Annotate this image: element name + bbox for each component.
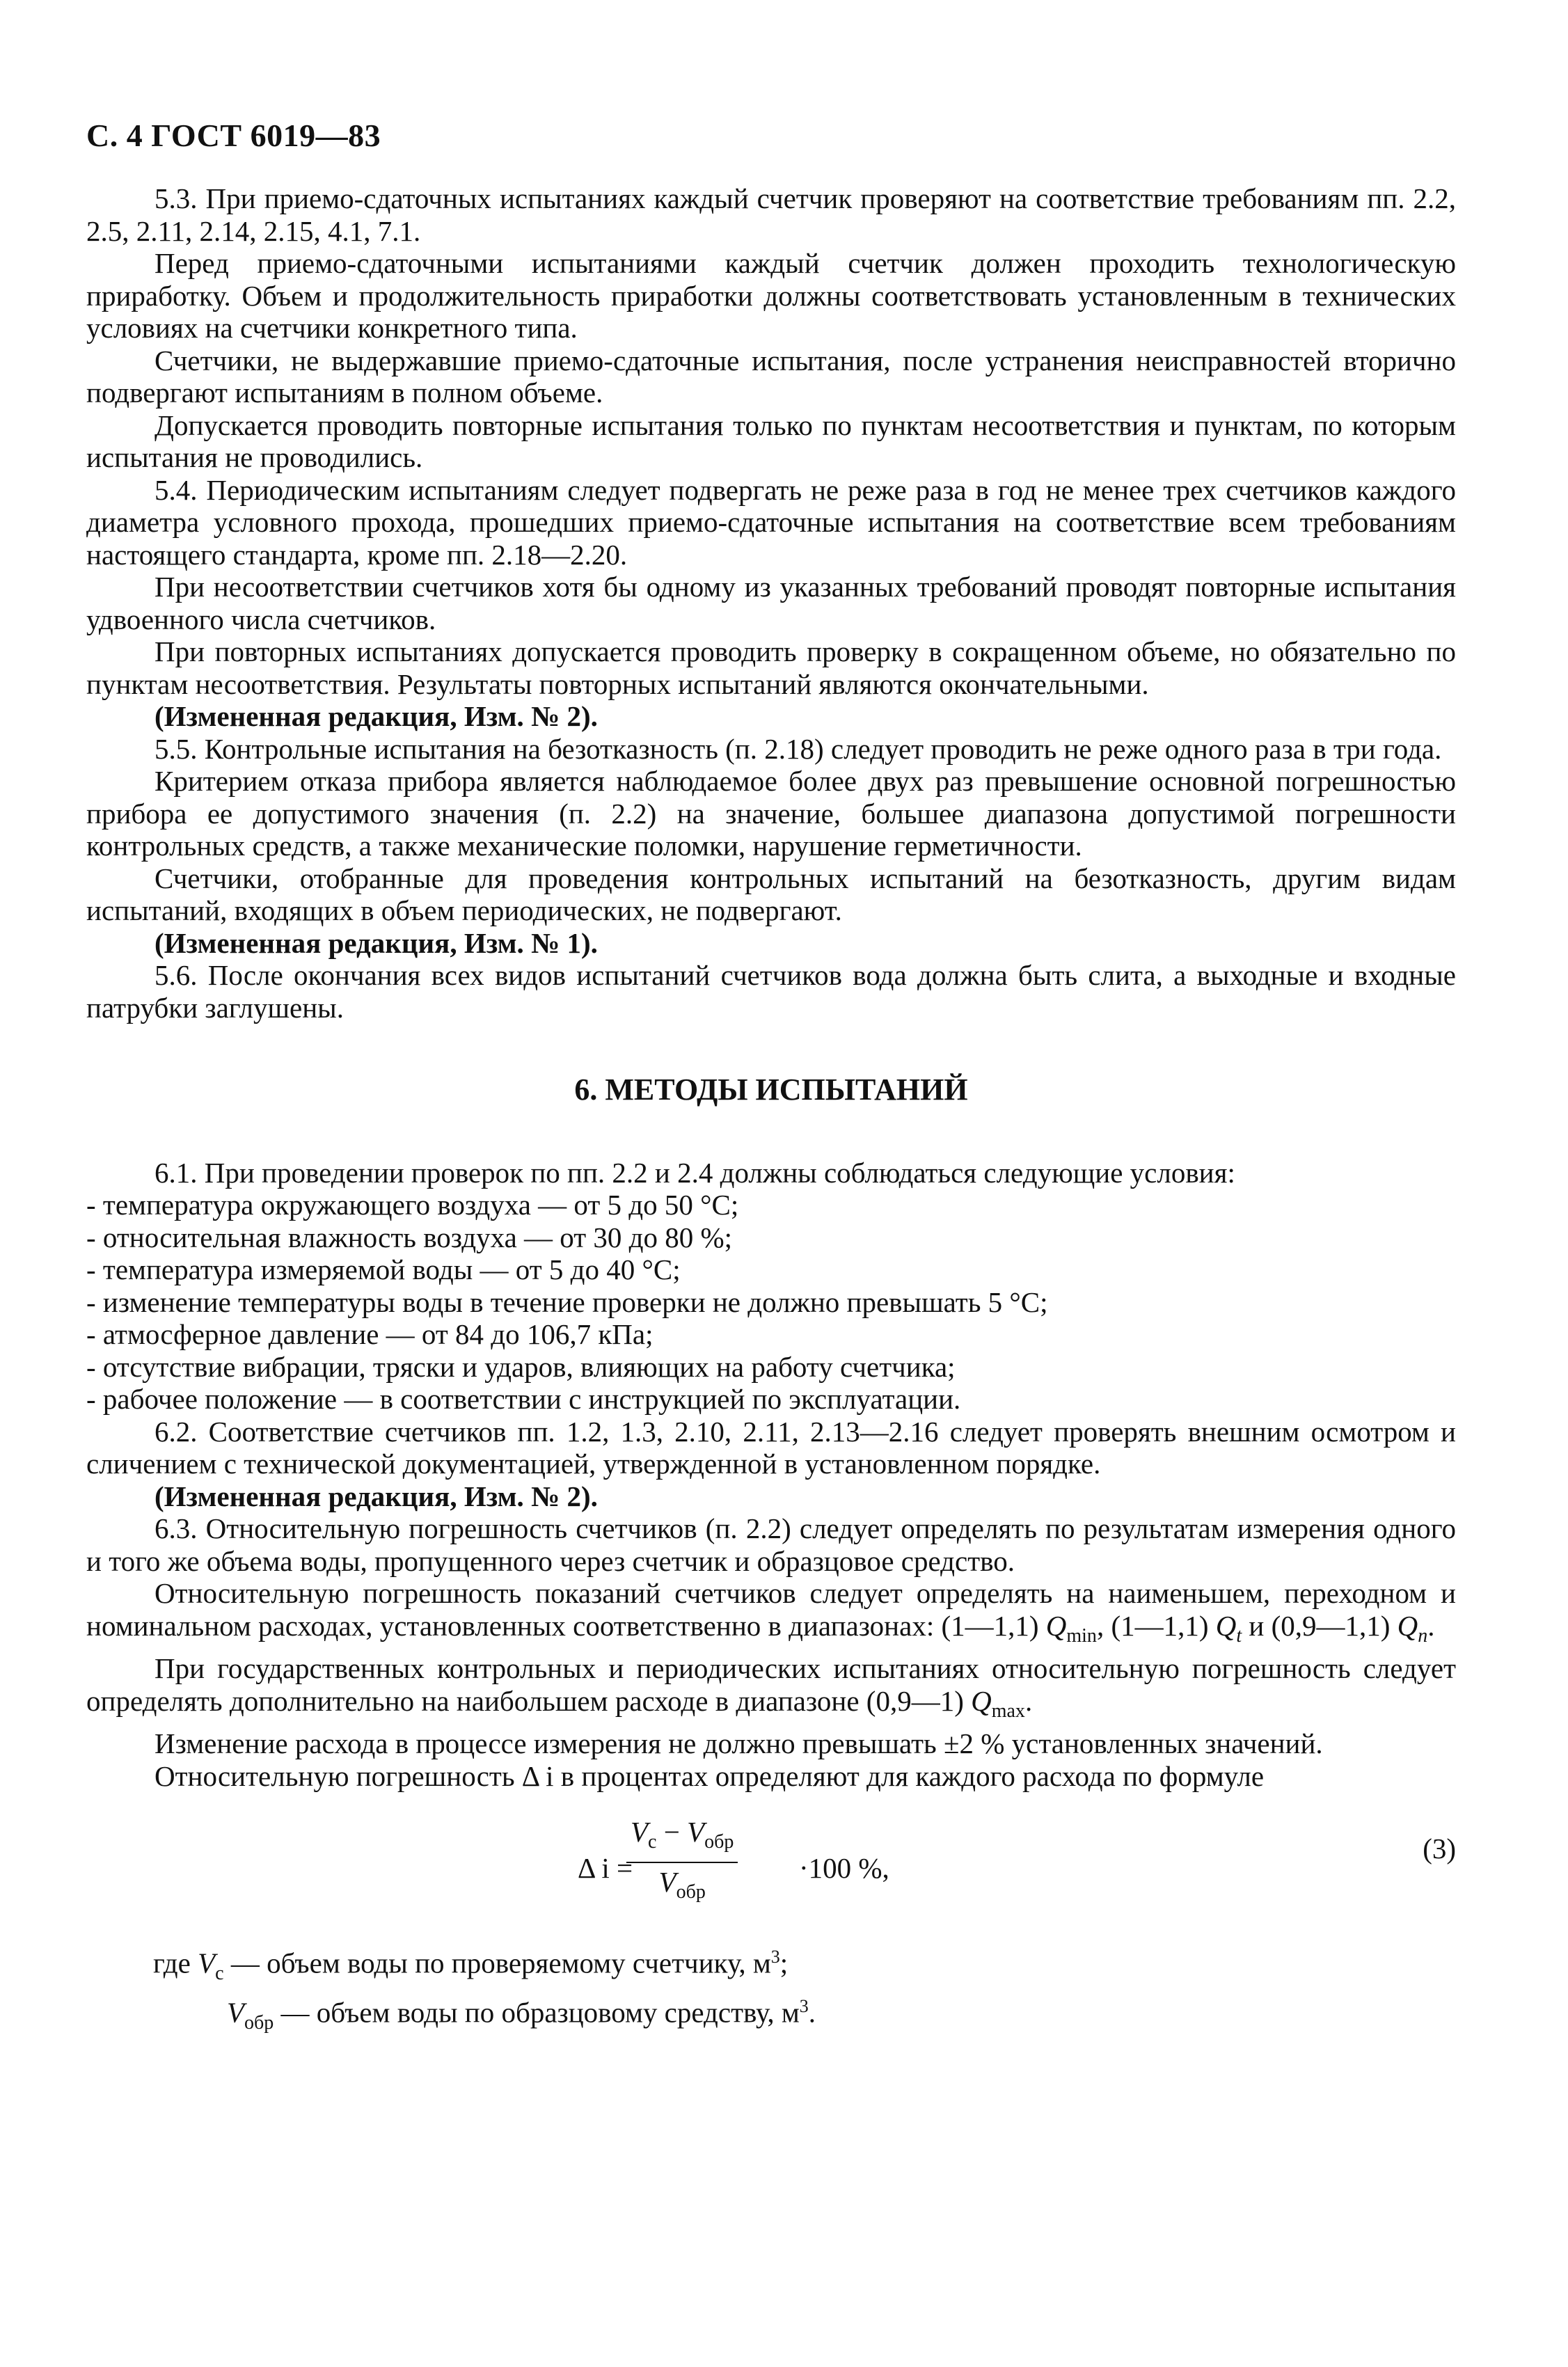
document-body: [86, 182, 1456, 2039]
definition-vobr: $V_{обр}$ — объем воды по образцовому средству, $м^3$.: [227, 1995, 816, 2034]
formula-fraction: [626, 1816, 738, 1908]
paragraph-6-3-formula-intro: Относительную погрешность Δ i в процентах определяют для каждого расхода по формуле: [155, 1759, 1265, 1792]
list-item: - отсутствие вибрации, тряски и ударов, влияющих на работу счетчика;: [86, 1350, 956, 1383]
list-item: - атмосферное давление — от 84 до 106,7 кПа;: [86, 1318, 654, 1350]
paragraph-6-2: 6.2. Соответствие счетчиков пп. 1.2, 1.3, 2.10, 2.11, 2.13—2.16 следует проверять внешним осмотром и сличением с технической документацией, утвержденной в установленном порядке.: [86, 1415, 1456, 1480]
paragraph-5-3-repeat: Допускается проводить повторные испытания только по пунктам несоответствия и пунктам, по которым испытания не проводились.: [86, 409, 1456, 473]
paragraph-5-3-runin: Перед приемо-сдаточными испытаниями каждый счетчик должен проходить технологическую приработку. Объем и продолжительность приработки должны соответствовать установленным в технических условиях на счетчики конкретного типа.: [86, 247, 1456, 344]
formula-number: (3): [1423, 1832, 1456, 1865]
paragraph-5-5: 5.5. Контрольные испытания на безотказность (п. 2.18) следует проводить не реже одного раза в три года.: [155, 732, 1442, 765]
formula-numerator: $V_c - V_{обр}$: [626, 1816, 738, 1863]
conditions-list: [86, 1189, 1456, 1416]
paragraph-6-3-change: Изменение расхода в процессе измерения не должно превышать ±2 % установленных значений.: [155, 1727, 1323, 1760]
paragraph-6-3: 6.3. Относительную погрешность счетчиков (п. 2.2) следует определять по результатам измерения одного и того же объема воды, пропущенного через счетчик и образцовое средство.: [86, 1512, 1456, 1577]
paragraph-5-5-criterion: Критерием отказа прибора является наблюдаемое более двух раз превышение основной погрешностью прибора ее допустимого значения (п. 2.2) на значение, большее диапазона допустимой погрешности контрольных средств, а также механические поломки, нарушение герметичности.: [86, 765, 1456, 862]
paragraph-5-4-repeat: При повторных испытаниях допускается проводить проверку в сокращенном объеме, но обязательно по пунктам несоответствия. Результаты повторных испытаний являются окончательными.: [86, 635, 1456, 700]
page-header: С. 4 ГОСТ 6019—83: [86, 118, 381, 153]
paragraph-6-1: 6.1. При проведении проверок по пп. 2.2 и 2.4 должны соблюдаться следующие условия:: [155, 1156, 1235, 1189]
definitions: [153, 1941, 1456, 2039]
paragraph-5-6: 5.6. После окончания всех видов испытаний счетчиков вода должна быть слита, а выходные и входные патрубки заглушены.: [86, 959, 1456, 1024]
paragraph-5-5-selected: Счетчики, отобранные для проведения контрольных испытаний на безотказность, другим видам испытаний, входящих в объем периодических, не подвергают.: [86, 862, 1456, 926]
revision-note: (Измененная редакция, Изм. № 2).: [155, 700, 598, 732]
formula-3: [86, 1816, 1456, 1920]
list-item: - рабочее положение — в соответствии с инструкцией по эксплуатации.: [86, 1383, 961, 1415]
paragraph-5-4-mismatch: При несоответствии счетчиков хотя бы одному из указанных требований проводят повторные испытания удвоенного числа счетчиков.: [86, 571, 1456, 635]
revision-note: (Измененная редакция, Изм. № 2).: [155, 1480, 598, 1512]
list-item: - относительная влажность воздуха — от 30 до 80 %;: [86, 1221, 733, 1253]
formula-lhs: Δ i =: [578, 1852, 633, 1885]
formula-rhs: ·100 %,: [799, 1852, 889, 1885]
paragraph-6-3-max: При государственных контрольных и периодических испытаниях относительную погрешность следует определять дополнительно на наибольшем расходе в диапазоне (0,9—1) $Q_{max}$.: [86, 1652, 1456, 1722]
paragraph-5-4: 5.4. Периодическим испытаниям следует подвергать не реже раза в год не менее трех счетчиков каждого диаметра условного прохода, прошедших приемо-сдаточные испытания на соответствие всем требованиям настоящего стандарта, кроме пп. 2.18—2.20.: [86, 473, 1456, 571]
section-title: 6. МЕТОДЫ ИСПЫТАНИЙ: [574, 1072, 968, 1107]
paragraph-5-3-failed: Счетчики, не выдержавшие приемо-сдаточные испытания, после устранения неисправностей вторично подвергают испытаниям в полном объеме.: [86, 344, 1456, 409]
paragraph-5-3: 5.3. При приемо-сдаточных испытаниях каждый счетчик проверяют на соответствие требованиям пп. 2.2, 2.5, 2.11, 2.14, 2.15, 4.1, 7.1.: [86, 182, 1456, 247]
list-item: - температура измеряемой воды — от 5 до 40 °С;: [86, 1253, 681, 1285]
paragraph-6-3-flows: Относительную погрешность показаний счетчиков следует определять на наименьшем, переходном и номинальном расходах, установленных соответственно в диапазонах: (1—1,1) $Q_{min}$, (1—1,1) $Q_t$ и (0,9—1,1) $Q_n$.: [86, 1577, 1456, 1647]
formula-denominator: $V_{обр}$: [658, 1866, 706, 1903]
list-item: - изменение температуры воды в течение проверки не должно превышать 5 °С;: [86, 1285, 1048, 1318]
list-item: - температура окружающего воздуха — от 5 до 50 °С;: [86, 1189, 739, 1221]
revision-note: (Измененная редакция, Изм. № 1).: [155, 926, 598, 959]
definition-vc: где $V_c$ — объем воды по проверяемому счетчику, $м^3$;: [153, 1947, 789, 1985]
